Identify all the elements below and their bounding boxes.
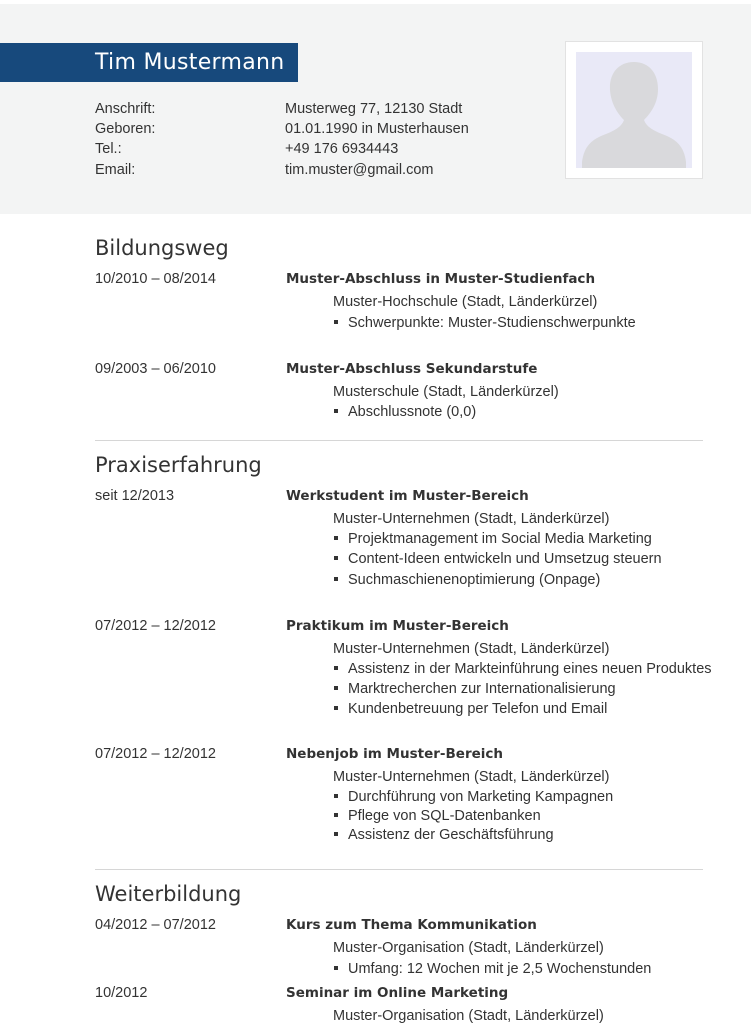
entry-org: Musterschule (Stadt, Länderkürzel): [333, 384, 559, 400]
list-item: Durchführung von Marketing Kampagnen: [333, 787, 613, 807]
entry-org: Muster-Hochschule (Stadt, Länderkürzel): [333, 294, 598, 310]
section-title-experience: Praxiserfahrung: [95, 453, 262, 477]
bullet-icon: [334, 666, 338, 670]
entry-date: 10/2010 – 08/2014: [95, 271, 216, 287]
entry-title: Seminar im Online Marketing: [286, 985, 509, 1001]
entry-org: Muster-Unternehmen (Stadt, Länderkürzel): [333, 511, 610, 527]
list-item: Content-Ideen entwickeln und Umsetzug steuern: [333, 549, 662, 569]
entry-date: seit 12/2013: [95, 488, 175, 504]
contact-label: Email:: [95, 162, 136, 178]
entry-date: 09/2003 – 06/2010: [95, 361, 216, 377]
entry-title: Kurs zum Thema Kommunikation: [286, 917, 537, 933]
list-item: Pflege von SQL-Datenbanken: [333, 806, 541, 826]
section-divider: [95, 440, 703, 441]
bullet-icon: [334, 320, 338, 324]
bullet-icon: [334, 409, 338, 413]
bullet-icon: [334, 813, 338, 817]
contact-value: tim.muster@gmail.com: [285, 162, 434, 178]
entry-date: 07/2012 – 12/2012: [95, 618, 216, 634]
contact-value: Musterweg 77, 12130 Stadt: [285, 101, 463, 117]
entry-date: 10/2012: [95, 985, 148, 1001]
contact-value: 01.01.1990 in Musterhausen: [285, 121, 469, 137]
list-item: Umfang: 12 Wochen mit je 2,5 Wochenstunden: [333, 959, 651, 979]
bullet-icon: [334, 706, 338, 710]
section-title-training: Weiterbildung: [95, 882, 242, 906]
list-item: Schwerpunkte: Muster-Studienschwerpunkte: [333, 313, 636, 333]
entry-org: Muster-Unternehmen (Stadt, Länderkürzel): [333, 641, 610, 657]
entry-date: 04/2012 – 07/2012: [95, 917, 216, 933]
contact-label: Anschrift:: [95, 101, 156, 117]
section-divider: [95, 869, 703, 870]
bullet-icon: [334, 556, 338, 560]
contact-label: Tel.:: [95, 141, 122, 157]
candidate-name: Tim Mustermann: [95, 50, 285, 75]
entry-title: Muster-Abschluss Sekundarstufe: [286, 361, 538, 377]
bullet-icon: [334, 832, 338, 836]
entry-title: Werkstudent im Muster-Bereich: [286, 488, 529, 504]
entry-title: Muster-Abschluss in Muster-Studienfach: [286, 271, 596, 287]
photo-placeholder: [576, 52, 692, 168]
bullet-icon: [334, 577, 338, 581]
contact-value: +49 176 6934443: [285, 141, 399, 157]
section-title-education: Bildungsweg: [95, 236, 229, 260]
list-item: Assistenz der Geschäftsführung: [333, 825, 554, 845]
entry-title: Praktikum im Muster-Bereich: [286, 618, 509, 634]
list-item: Assistenz in der Markteinführung eines neuen Produktes: [333, 659, 712, 679]
profile-photo: [565, 41, 703, 179]
bullet-icon: [334, 686, 338, 690]
bullet-icon: [334, 966, 338, 970]
list-item: Kundenbetreuung per Telefon und Email: [333, 699, 607, 719]
list-item: Marktrecherchen zur Internationalisierung: [333, 679, 616, 699]
list-item: Abschlussnote (0,0): [333, 402, 476, 422]
entry-org: Muster-Unternehmen (Stadt, Länderkürzel): [333, 769, 610, 785]
list-item: Suchmaschienenoptimierung (Onpage): [333, 570, 600, 590]
entry-org: Muster-Organisation (Stadt, Länderkürzel): [333, 1008, 604, 1024]
bullet-icon: [334, 794, 338, 798]
list-item: Projektmanagement im Social Media Marketing: [333, 529, 652, 549]
person-silhouette-icon: [576, 52, 692, 168]
contact-label: Geboren:: [95, 121, 156, 137]
entry-date: 07/2012 – 12/2012: [95, 746, 216, 762]
entry-title: Nebenjob im Muster-Bereich: [286, 746, 503, 762]
entry-org: Muster-Organisation (Stadt, Länderkürzel): [333, 940, 604, 956]
bullet-icon: [334, 536, 338, 540]
